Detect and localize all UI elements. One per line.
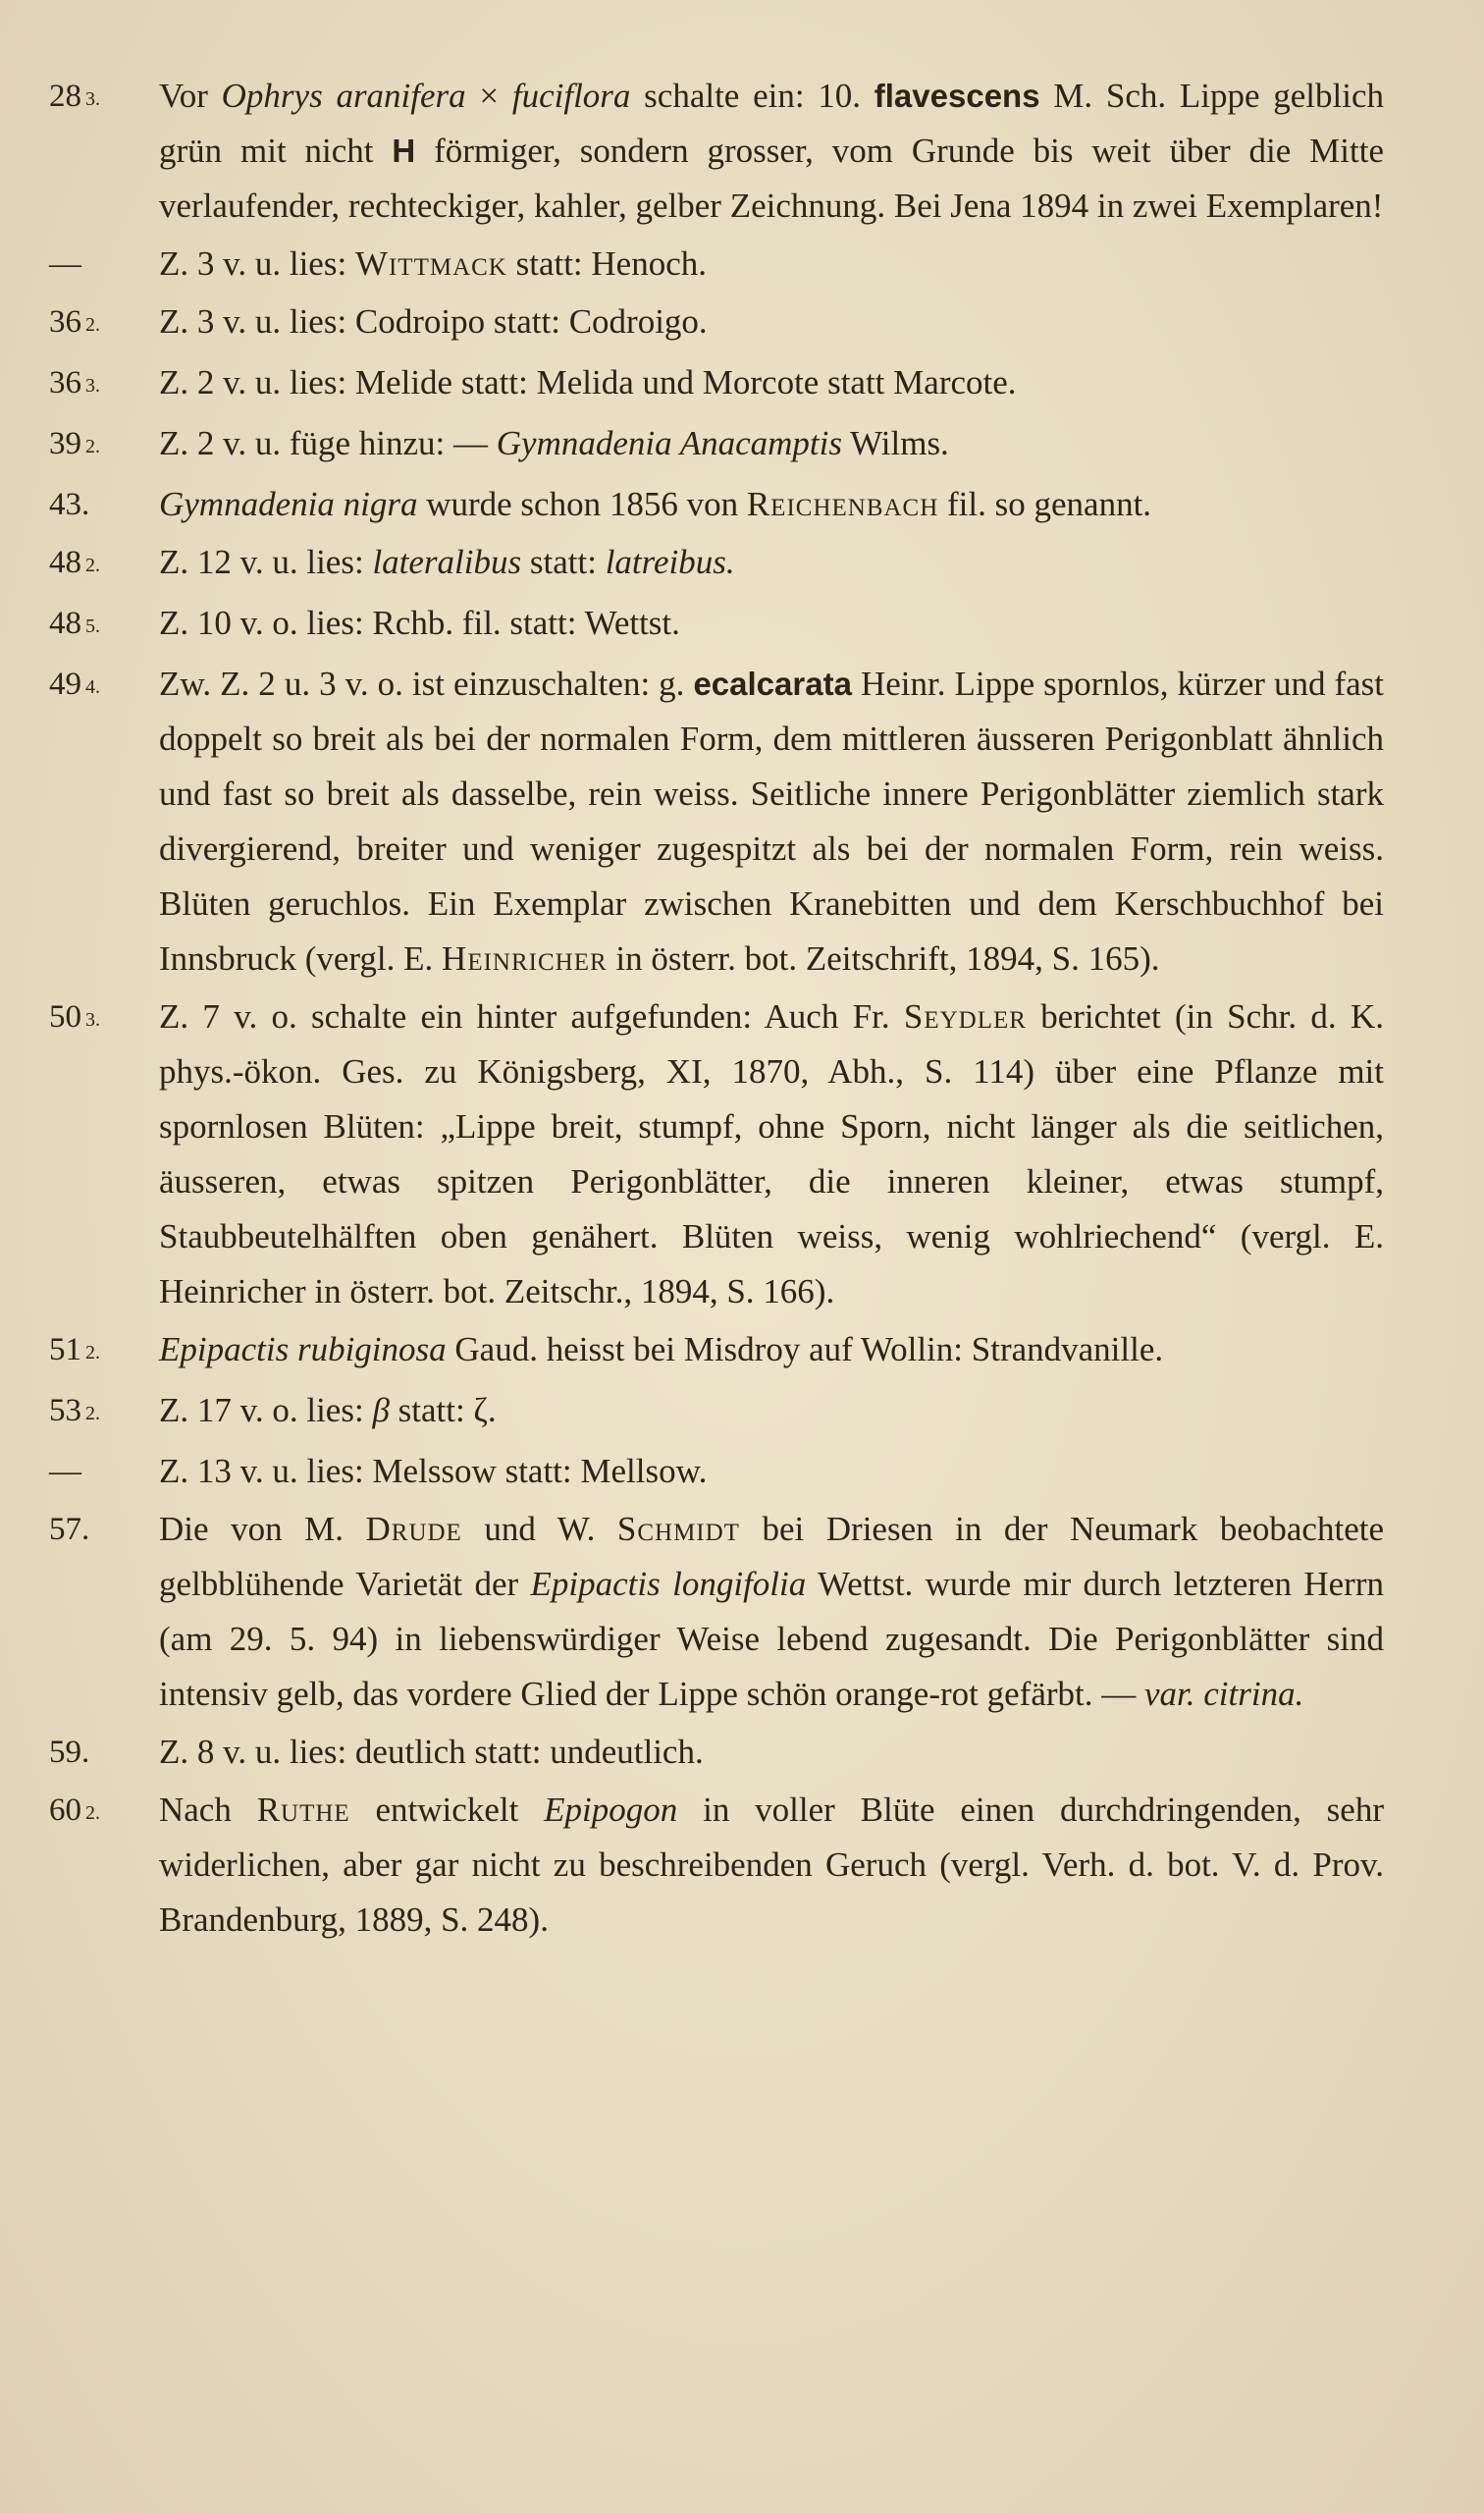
text-run: entwickelt bbox=[349, 1791, 545, 1829]
page-reference bbox=[49, 294, 159, 352]
page-number: 60 bbox=[49, 1792, 81, 1828]
text-run: schalte ein: 10. bbox=[630, 77, 874, 115]
text-run: Die von M. bbox=[159, 1510, 366, 1548]
entry-text bbox=[159, 1383, 1384, 1438]
text-run: Zw. Z. 2 u. 3 v. o. ist einzuschalten: g. bbox=[159, 665, 694, 703]
entry-text bbox=[159, 1783, 1384, 1948]
page-reference bbox=[49, 657, 159, 715]
page-reference bbox=[49, 1502, 159, 1557]
styled-text-sc: Wittmack bbox=[354, 244, 507, 283]
text-run: in voller Blüte einen durchdringenden, sehr widerlichen, aber gar nicht zu beschreibenden Geruch (vergl. Verh. d. bot. V. d. Prov. Brandenburg, 1889, S. 248). bbox=[159, 1791, 1384, 1939]
page-number: 57. bbox=[49, 1512, 90, 1547]
entry-text bbox=[159, 1322, 1384, 1377]
text-run: Z. 7 v. o. schalte ein hinter aufgefunden: Auch Fr. bbox=[159, 997, 904, 1036]
text-run: Gaud. heisst bei Misdroy auf Wollin: Strandvanille. bbox=[446, 1330, 1164, 1368]
text-run: Heinr. Lippe spornlos, kürzer und fast doppelt so breit als bei der normalen Form, dem mittleren äusseren Perigonblatt ähnlich und fast so breit als dasselbe, rein weiss. Seitliche innere Perigonblätter ziemlich stark divergierend, breiter und weniger zugespitzt als bei der normalen Form, rein weiss. Blüten geruchlos. Ein Exemplar zwischen Kranebitten und dem Kerschbuchhof bei Innsbruck (vergl. E. bbox=[159, 665, 1384, 978]
styled-text-it: Epipactis longifolia bbox=[530, 1565, 807, 1603]
errata-entry bbox=[49, 989, 1384, 1319]
paragraph-number: 2. bbox=[85, 555, 100, 576]
styled-text-it: Gymnadenia Anacamptis bbox=[496, 424, 843, 462]
text-run: fil. so genannt. bbox=[938, 485, 1152, 523]
text-run: Wettst. wurde mir durch letzteren Herrn (am 29. 5. 94) in liebenswürdiger Weise lebend zugesandt. Die Perigonblätter sind intensiv gelb, das vordere Glied der Lippe schön orange-rot gefärbt. — bbox=[159, 1565, 1384, 1713]
page-number: 51 bbox=[49, 1332, 81, 1367]
page-number: 36 bbox=[49, 304, 81, 340]
text-run: Z. 2 v. u. füge hinzu: — bbox=[159, 424, 497, 462]
errata-entry bbox=[49, 1383, 1384, 1441]
entry-text bbox=[159, 657, 1384, 987]
page-number: 36 bbox=[49, 365, 81, 401]
page-reference bbox=[49, 416, 159, 474]
page-number: 39 bbox=[49, 426, 81, 461]
entry-text bbox=[159, 237, 1384, 292]
page-reference bbox=[49, 1383, 159, 1441]
page-number: 50 bbox=[49, 999, 81, 1035]
errata-entry bbox=[49, 1502, 1384, 1722]
styled-text-it: latreibus. bbox=[605, 543, 735, 581]
text-run: M. Sch. Lippe gelblich grün mit nicht bbox=[159, 77, 1384, 170]
errata-entry bbox=[49, 1725, 1384, 1780]
entry-text bbox=[159, 416, 1384, 471]
paragraph-number: 3. bbox=[85, 1009, 100, 1031]
page-reference bbox=[49, 1444, 159, 1499]
page-number: 59. bbox=[49, 1735, 90, 1770]
errata-entry bbox=[49, 1444, 1384, 1499]
styled-text-bold: ecalcarata bbox=[693, 666, 852, 702]
page-reference bbox=[49, 989, 159, 1047]
text-run: Z. 3 v. u. lies: bbox=[159, 244, 355, 283]
text-run: Z. 2 v. u. lies: Melide statt: Melida und Morcote statt Marcote. bbox=[159, 363, 1017, 401]
text-run: Vor bbox=[159, 77, 222, 115]
styled-text-sc: Heinricher bbox=[442, 939, 608, 978]
errata-entry bbox=[49, 294, 1384, 352]
text-run: statt: bbox=[521, 543, 606, 581]
page-reference bbox=[49, 237, 159, 292]
page-number: 53 bbox=[49, 1393, 81, 1428]
entry-text bbox=[159, 1444, 1384, 1499]
paragraph-number: 4. bbox=[85, 676, 100, 698]
errata-entry bbox=[49, 596, 1384, 654]
page-reference bbox=[49, 477, 159, 532]
entry-text bbox=[159, 596, 1384, 651]
paragraph-number: 5. bbox=[85, 615, 100, 637]
styled-text-it: var. citrina. bbox=[1143, 1675, 1304, 1713]
errata-entry bbox=[49, 477, 1384, 532]
styled-text-sc: Ruthe bbox=[256, 1791, 350, 1829]
text-run: Z. 3 v. u. lies: Codroipo statt: Codroigo. bbox=[159, 302, 708, 341]
page-number: 28 bbox=[49, 79, 81, 114]
page-reference bbox=[49, 69, 159, 127]
paragraph-number: 2. bbox=[85, 1403, 100, 1424]
styled-text-sc: Seydler bbox=[903, 997, 1027, 1036]
page-reference bbox=[49, 1322, 159, 1380]
page-reference bbox=[49, 535, 159, 593]
errata-entry bbox=[49, 416, 1384, 474]
page-reference bbox=[49, 1783, 159, 1841]
entry-text bbox=[159, 355, 1384, 410]
text-run: × bbox=[465, 77, 512, 115]
errata-entry bbox=[49, 355, 1384, 413]
styled-text-it: Ophrys aranifera bbox=[221, 77, 466, 115]
text-run: förmiger, sondern grosser, vom Grunde bis weit über die Mitte verlaufender, rechteckiger, kahler, gelber Zeichnung. Bei Jena 1894 in zwei Exemplaren! bbox=[159, 132, 1384, 225]
styled-text-it: β bbox=[372, 1391, 390, 1429]
errata-entry bbox=[49, 1783, 1384, 1948]
entry-text bbox=[159, 1725, 1384, 1780]
page-number: — bbox=[49, 246, 81, 282]
text-run: berichtet (in Schr. d. K. phys.-ökon. Ges. zu Königsberg, XI, 1870, Abh., S. 114) über eine Pflanze mit spornlosen Blüten: „Lippe breit, stumpf, ohne Sporn, nicht länger als die seitlichen, äusseren, etwas spitzen Perigonblätter, die inneren kleiner, etwas stumpf, Staubbeutelhälften oben genähert. Blüten weiss, wenig wohlriechend“ (vergl. E. Heinricher in österr. bot. Zeitschr., 1894, S. 166). bbox=[159, 997, 1384, 1310]
entry-text bbox=[159, 69, 1384, 234]
text-run: statt: Henoch. bbox=[506, 244, 708, 283]
text-run: Wilms. bbox=[842, 424, 949, 462]
text-run: Nach bbox=[159, 1791, 257, 1829]
errata-entry bbox=[49, 69, 1384, 234]
page-number: 48 bbox=[49, 545, 81, 580]
entry-text bbox=[159, 1502, 1384, 1722]
page-reference bbox=[49, 596, 159, 654]
styled-text-it: Epipactis rubiginosa bbox=[159, 1330, 447, 1368]
styled-text-sc: Schmidt bbox=[616, 1510, 740, 1548]
entry-text bbox=[159, 477, 1384, 532]
errata-list bbox=[49, 69, 1384, 1951]
paragraph-number: 2. bbox=[85, 436, 100, 457]
errata-entry bbox=[49, 535, 1384, 593]
page-number: — bbox=[49, 1454, 81, 1489]
styled-text-bold: flavescens bbox=[874, 78, 1040, 114]
paragraph-number: 2. bbox=[85, 1802, 100, 1824]
text-run: Z. 17 v. o. lies: bbox=[159, 1391, 373, 1429]
paragraph-number: 2. bbox=[85, 314, 100, 336]
errata-entry bbox=[49, 657, 1384, 987]
paragraph-number: 3. bbox=[85, 88, 100, 110]
entry-text bbox=[159, 989, 1384, 1319]
page-number: 49 bbox=[49, 667, 81, 702]
page-reference bbox=[49, 1725, 159, 1780]
text-run: statt: ζ. bbox=[389, 1391, 497, 1429]
styled-text-it: Gymnadenia nigra bbox=[159, 485, 418, 523]
paragraph-number: 2. bbox=[85, 1342, 100, 1363]
styled-text-sc: Reichenbach bbox=[746, 485, 939, 523]
text-run: Z. 8 v. u. lies: deutlich statt: undeutlich. bbox=[159, 1733, 704, 1771]
errata-entry bbox=[49, 237, 1384, 292]
text-run: Z. 13 v. u. lies: Melssow statt: Mellsow. bbox=[159, 1452, 708, 1490]
styled-text-bold: H bbox=[392, 133, 416, 169]
entry-text bbox=[159, 294, 1384, 349]
page-reference bbox=[49, 355, 159, 413]
paragraph-number: 3. bbox=[85, 375, 100, 397]
text-run: Z. 10 v. o. lies: Rchb. fil. statt: Wettst. bbox=[159, 604, 680, 642]
page-number: 43. bbox=[49, 487, 90, 522]
text-run: und W. bbox=[461, 1510, 617, 1548]
errata-entry bbox=[49, 1322, 1384, 1380]
text-run: bei Driesen in der Neumark beobachtete gelbblühende Varietät der bbox=[159, 1510, 1384, 1603]
text-run: wurde schon 1856 von bbox=[417, 485, 747, 523]
entry-text bbox=[159, 535, 1384, 590]
styled-text-it: lateralibus bbox=[372, 543, 522, 581]
styled-text-it: fuciflora bbox=[511, 77, 631, 115]
styled-text-sc: Drude bbox=[365, 1510, 462, 1548]
text-run: Z. 12 v. u. lies: bbox=[159, 543, 373, 581]
styled-text-it: Epipogon bbox=[544, 1791, 678, 1829]
text-run: in österr. bot. Zeitschrift, 1894, S. 165). bbox=[607, 939, 1160, 978]
page-number: 48 bbox=[49, 606, 81, 641]
